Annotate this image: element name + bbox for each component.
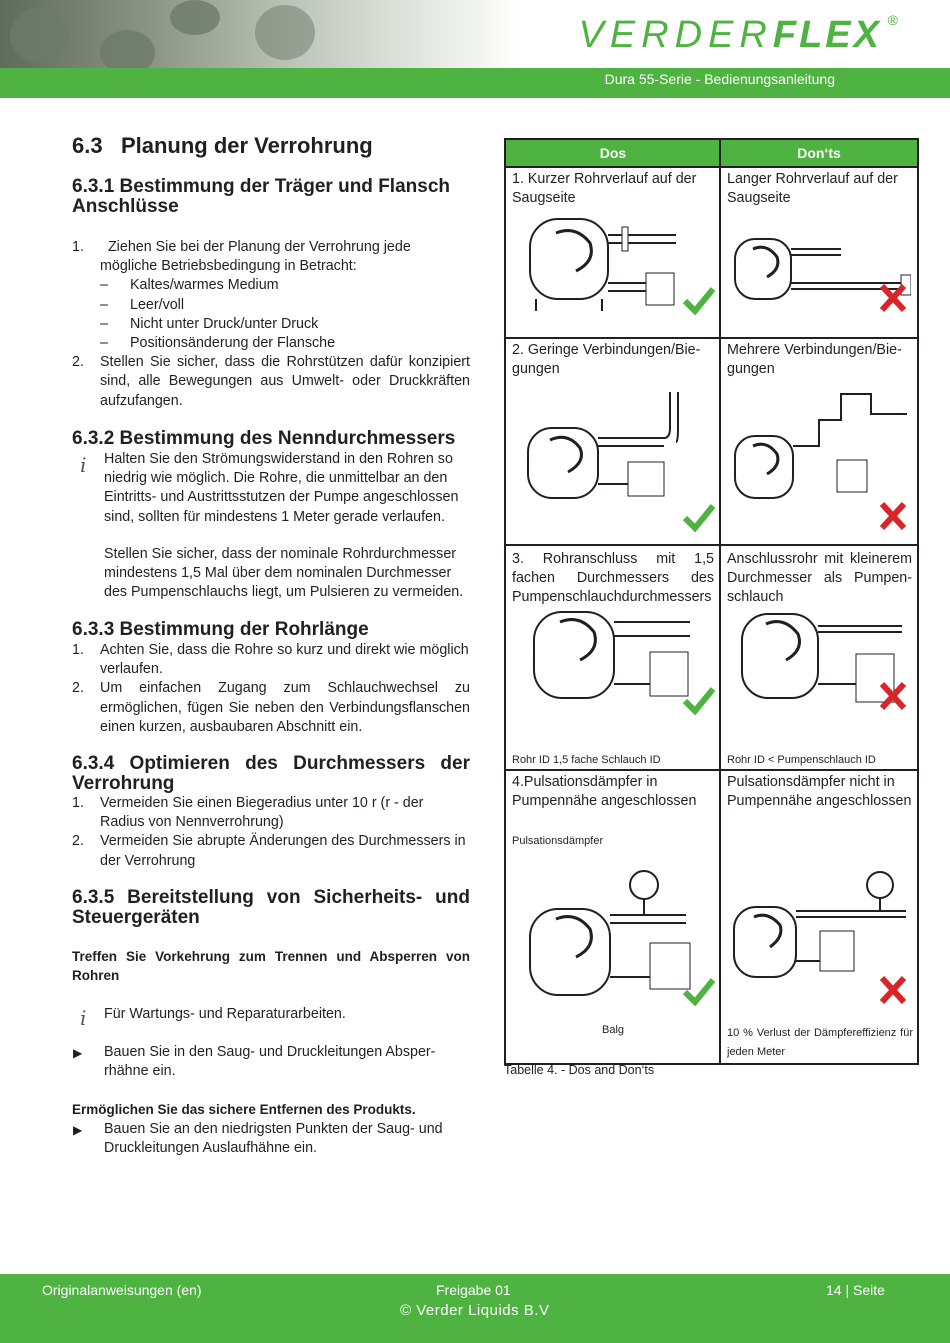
bullet-arrow-icon: ▶: [73, 1046, 83, 1060]
table-cell: Pulsationsdämpfer nicht in Pumpennähe angeschlossen: [727, 774, 912, 810]
footer-page: 14 | Seite: [826, 1282, 885, 1298]
check-icon: [682, 502, 716, 532]
subsection-title-633: 6.3.3 Bestimmung der Rohrlänge: [72, 619, 369, 640]
footer-left: Originalanweisungen (en): [42, 1282, 202, 1298]
dash-item: – Kaltes/warmes Medium: [72, 276, 470, 295]
diagram-label: 10 % Verlust der Dämpfereffizienz für jeden Meter: [727, 1027, 913, 1058]
subsection-title-635: 6.3.5 Bereitstellung von Sicherheits- und Steuergeräten: [72, 887, 470, 928]
subsection-title-631: 6.3.1 Bestimmung der Träger und Flansch Anschlüsse: [72, 176, 450, 217]
cross-icon: [878, 282, 908, 314]
brand-registered-mark: ®: [887, 12, 898, 28]
table-cell: Langer Rohrverlauf auf der Saugseite: [727, 171, 898, 207]
pump-diagram: [524, 388, 694, 503]
diagram-label: Pulsationsdämpfer: [512, 835, 604, 847]
footer-bar: [0, 1274, 950, 1343]
subsection-title-632: 6.3.2 Bestimmung des Nenndurchmessers: [72, 428, 456, 449]
table-caption: Tabelle 4. - Dos and Don‘ts: [504, 1063, 655, 1077]
table-cell: 1. Kurzer Rohrverlauf auf der Saugseite: [512, 171, 697, 207]
check-icon: [682, 285, 716, 315]
table-header-dos: Dos: [506, 140, 720, 166]
subsection-633-body: [72, 641, 470, 737]
subsection-632-para1: Halten Sie den Strömungswiderstand in den Rohren so niedrig wie möglich. Die Rohre, die unmittelbar an den Eintritts- und Austrittsstutzen der Pumpe angeschlossen sind, sollten für mindestens 1 Meter gerade verlaufen.: [104, 451, 459, 525]
subsection-631-body: [72, 238, 470, 411]
info-icon: i: [80, 453, 87, 477]
subsection-title-634: 6.3.4 Optimieren des Durchmessers der Verrohrung: [72, 753, 470, 794]
bullet-arrow-icon: ▶: [73, 1123, 83, 1137]
list-item: 2. Stellen Sie sicher, dass die Rohrstützen dafür konzipiert sind, alle Bewegungen aus Umwelt- oder Druckkräften aufzufangen.: [72, 354, 470, 409]
cross-icon: [878, 680, 908, 712]
footer-release: Freigabe 01: [436, 1282, 511, 1298]
bold-instruction: Treffen Sie Vorkehrung zum Trennen und Absperren von Rohren: [72, 949, 470, 984]
footer-copyright: © Verder Liquids B.V: [400, 1302, 550, 1319]
list-item: 1. Achten Sie, dass die Rohre so kurz und direkt wie möglich verlaufen.: [72, 642, 469, 678]
check-icon: [682, 685, 716, 715]
table-cell: Anschlussrohr mit kleinerem Durchmesser als Pumpen-schlauch: [727, 551, 912, 606]
table-caption-small: Rohr ID 1,5 fache Schlauch ID: [512, 754, 661, 766]
list-item: 2. Um einfachen Zugang zum Schlauchwechsel zu ermöglichen, fügen Sie neben den Verbindungsflanschen einen kurzen, ausbaubaren Abschnitt ein.: [72, 680, 470, 735]
subsection-632-para2: Stellen Sie sicher, dass der nominale Rohrdurchmesser mindestens 1,5 Mal über dem nominalen Durchmesser des Pumpenschlauchs liegt, um Pulsieren zu vermeiden.: [104, 546, 464, 601]
table-cell: 2. Geringe Verbindungen/Bie-gungen: [512, 342, 701, 378]
cross-icon: [878, 974, 908, 1006]
bullet-text: Bauen Sie in den Saug- und Druckleitungen Absper-rhähne ein.: [104, 1044, 436, 1080]
note-text: Für Wartungs- und Reparaturarbeiten.: [104, 1006, 346, 1022]
info-icon: i: [80, 1006, 87, 1030]
pump-diagram: [526, 855, 696, 1015]
header-photo: [0, 0, 520, 70]
bold-instruction: Ermöglichen Sie das sichere Entfernen des Produkts.: [72, 1102, 416, 1117]
cross-icon: [878, 500, 908, 532]
dash-item: – Leer/voll: [72, 296, 470, 315]
table-cell: Mehrere Verbindungen/Bie-gungen: [727, 342, 902, 378]
brand-logo: VERDERFLEX: [578, 14, 882, 56]
dos-donts-table: [504, 138, 919, 1065]
pump-diagram: [731, 380, 911, 500]
table-cell: 3. Rohranschluss mit 1,5 fachen Durchmessers des Pumpenschlauchdurchmessers: [512, 551, 714, 606]
check-icon: [682, 976, 716, 1006]
list-item: 1. Vermeiden Sie einen Biegeradius unter 10 r (r - der Radius von Nennverrohrung): [72, 795, 424, 831]
pump-diagram: [526, 215, 676, 315]
pump-diagram: [530, 608, 700, 718]
section-title: 6.3 Planung der Verrohrung: [72, 133, 373, 158]
document-subtitle: Dura 55-Serie - Bedienungsanleitung: [604, 71, 835, 87]
subsection-634-body: [72, 794, 470, 871]
dash-item: – Positionsänderung der Flansche: [72, 334, 470, 353]
bullet-text: Bauen Sie an den niedrigsten Punkten der Saug- und Druckleitungen Auslaufhähne ein.: [104, 1121, 443, 1157]
table-header-donts: Don‘ts: [721, 140, 917, 166]
table-caption-small: Rohr ID < Pumpenschlauch ID: [727, 754, 876, 766]
diagram-label: Balg: [602, 1024, 625, 1036]
table-cell: 4.Pulsationsdämpfer in Pumpennähe angeschlossen: [512, 774, 697, 810]
list-item: 2. Vermeiden Sie abrupte Änderungen des Durchmessers in der Verrohrung: [72, 833, 466, 869]
list-item: 1. Ziehen Sie bei der Planung der Verrohrung jede mögliche Betriebsbedingung in Betracht:: [72, 239, 411, 275]
dash-item: – Nicht unter Druck/unter Druck: [72, 315, 470, 334]
